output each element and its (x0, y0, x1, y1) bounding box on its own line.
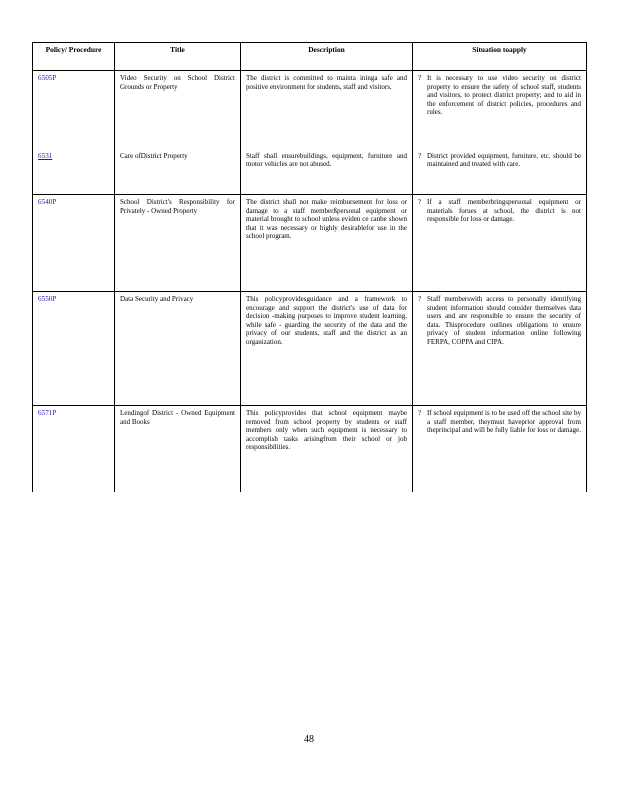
title-cell (115, 71, 241, 149)
situation-text: Staff memberswith access to personally identifying student information should consider themselves data users and are responsible to ensure the security of data. Thisprocedure outlines obligations to ensure privacy of student information online following FERPA, COPPA and CIPA. (427, 295, 581, 346)
policy-id-cell (33, 71, 115, 149)
description-cell (241, 71, 413, 149)
table-header-row (33, 43, 587, 71)
table-row (33, 292, 587, 406)
policy-id-cell (33, 406, 115, 492)
situation-cell (413, 292, 587, 406)
policy-id-link[interactable]: 6531 (38, 151, 53, 160)
policy-description: The district is committed to mainta ininga safe and positive environment for students, staff and visitors. (246, 74, 407, 91)
situation-text: If school equipment is to be used off the school site by a staff member, theymust haveprior approval from theprincipal and will be fully liable for loss or damage. (427, 409, 581, 435)
situation-text: It is necessary to use video security on district property to ensure the safety of school staff, students and visitors, to protect district property; and to aid in the enforcement of district policies, procedures and rules. (427, 74, 581, 117)
policy-table (32, 42, 587, 492)
policy-id-link[interactable]: 6550P (38, 295, 57, 303)
policy-title: Care ofDistrict Property (120, 151, 188, 160)
header-policy: Policy/ Procedure (33, 43, 115, 71)
situation-cell (413, 406, 587, 492)
policy-title: Data Security and Privacy (120, 295, 194, 303)
page-number: 48 (304, 734, 314, 745)
policy-id-cell (33, 195, 115, 292)
policy-description: This policyprovides that school equipment maybe removed from school property by students or staff members only when such equipment is necessary to accomplish tasks arisingfrom their school or job responsibilities. (246, 409, 407, 452)
policy-description: This policyprovidesguidance and a framework to encourage and support the district's use of data for decision -making purposes to improve student learning, while safe - guarding the security of the data and the privacy of our students, staff and the district as an organization. (246, 295, 407, 346)
policy-id-link[interactable]: 6571P (38, 409, 57, 417)
policy-id-link[interactable]: 6505P (38, 74, 57, 82)
table-row (33, 149, 587, 195)
situation-text: If a staff memberbringspersonal equipment or materials forues at school, the district is not responsible for loss or damage. (427, 198, 581, 224)
bullet-marker: ? (418, 198, 422, 206)
title-cell (115, 195, 241, 292)
title-cell (115, 149, 241, 195)
situation-cell (413, 71, 587, 149)
policy-title: Video Security on School District Grounds or Property (120, 74, 235, 91)
header-title: Title (115, 43, 241, 71)
policy-description: The district shall not make reimbursement for loss or damage to a staff memberßpersonal equipment or material brought to school unless eviden ce canbe shown that it was necessary or highly desirablefor use in the school program. (246, 198, 407, 241)
title-cell (115, 406, 241, 492)
policy-id-link[interactable]: 6540P (38, 198, 57, 206)
description-cell (241, 292, 413, 406)
policy-id-cell (33, 292, 115, 406)
situation-cell (413, 149, 587, 195)
bullet-marker: ? (418, 151, 422, 160)
description-cell (241, 149, 413, 195)
policy-title: Lendingof District - Owned Equipment and Books (120, 409, 235, 426)
description-cell (241, 195, 413, 292)
header-description: Description (241, 43, 413, 71)
policy-title: School District's Responsibility for Privately - Owned Property (120, 198, 235, 215)
header-situation: Situation toapply (413, 43, 587, 71)
description-cell (241, 406, 413, 492)
situation-cell (413, 195, 587, 292)
bullet-marker: ? (418, 295, 422, 303)
title-cell (115, 292, 241, 406)
table-row (33, 406, 587, 492)
bullet-marker: ? (418, 74, 422, 82)
policy-id-cell (33, 149, 115, 195)
situation-text: District provided equipment, furniture, etc. should be maintained and treated with care. (427, 151, 581, 169)
policy-description: Staff shall ensurebuildings, equipment, furniture and motor vehicles are not abused. (246, 151, 407, 169)
bullet-marker: ? (418, 409, 422, 417)
table-row (33, 195, 587, 292)
table-row (33, 71, 587, 149)
